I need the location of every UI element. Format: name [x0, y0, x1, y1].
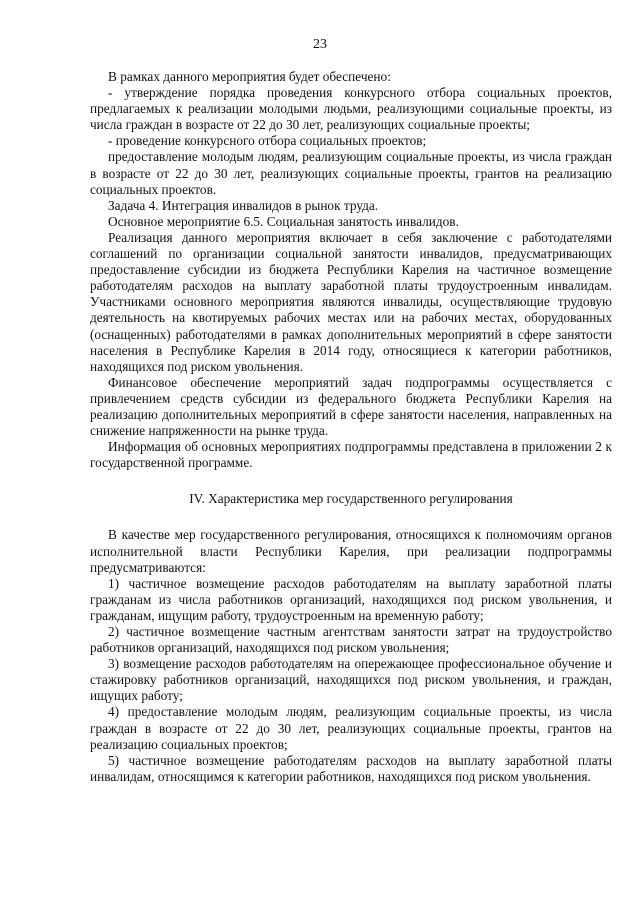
paragraph: Реализация данного мероприятия включает в себя заключение с работодателями соглашений по организации социальной занятости инвалидов, предусматривающих предоставление субсидии из бюджета Республики Карелия на частичное возмещение работодателям расходов на выплату заработной платы трудоустроенным инвалидам. Участниками основного мероприятия являются инвалиды, осуществляющие трудовую деятельность на квотируемых рабочих местах или на рабочих местах, оборудованных (оснащенных) работодателями в рамках дополнительных мероприятий в сфере занятости населения в Республике Карелия в 2014 году, относящиеся к категории работников, находящихся под риском увольнения.	[90, 229, 612, 374]
page-number: 23	[313, 37, 327, 52]
paragraph: - проведение конкурсного отбора социальных проектов;	[108, 133, 427, 149]
paragraph: Задача 4. Интеграция инвалидов в рынок труда.	[108, 197, 379, 213]
list-item: 5) частичное возмещение работодателям расходов на выплату заработной платы инвалидам, относящимся к категории работников, находящихся под риском увольнения.	[90, 752, 612, 784]
paragraph: Финансовое обеспечение мероприятий задач подпрограммы осуществляется с привлечением средств субсидии из федерального бюджета Республики Карелия на реализацию дополнительных мероприятий в сфере занятости населения, направленных на снижение напряженности на рынке труда.	[90, 374, 612, 439]
list-item: 2) частичное возмещение частным агентствам занятости затрат на трудоустройство работников организаций, находящихся под риском увольнения;	[90, 624, 612, 656]
document-body	[90, 69, 612, 785]
section-heading: IV. Характеристика мер государственного регулирования	[189, 491, 513, 507]
paragraph: В качестве мер государственного регулирования, относящихся к полномочиям органов исполнительной власти Республики Карелия, при реализации подпрограммы предусматриваются:	[90, 527, 612, 575]
list-item: 1) частичное возмещение расходов работодателям на выплату заработной платы гражданам из числа работников организаций, находящихся под риском увольнения, и гражданам, ищущим работу, трудоустроенным на временную работу;	[90, 575, 612, 623]
list-item: 4) предоставление молодым людям, реализующим социальные проекты, из числа граждан в возрасте от 22 до 30 лет, реализующих социальные проекты, грантов на реализацию социальных проектов;	[90, 704, 612, 752]
paragraph: предоставление молодым людям, реализующим социальные проекты, из числа граждан в возрасте от 22 до 30 лет, реализующих социальные проекты, грантов на реализацию социальных проектов.	[90, 149, 612, 197]
list-item: 3) возмещение расходов работодателям на опережающее профессиональное обучение и стажировку работников организаций, находящихся под риском увольнения, и граждан, ищущих работу;	[90, 656, 612, 704]
paragraph: Информация об основных мероприятиях подпрограммы представлена в приложении 2 к государственной программе.	[90, 439, 612, 471]
paragraph: Основное мероприятие 6.5. Социальная занятость инвалидов.	[108, 213, 459, 229]
paragraph: В рамках данного мероприятия будет обеспечено:	[108, 69, 391, 84]
paragraph: - утверждение порядка проведения конкурсного отбора социальных проектов, предлагаемых к реализации молодыми людьми, реализующими социальные проекты, из числа граждан в возрасте от 22 до 30 лет, реализующих социальные проекты;	[90, 85, 612, 133]
